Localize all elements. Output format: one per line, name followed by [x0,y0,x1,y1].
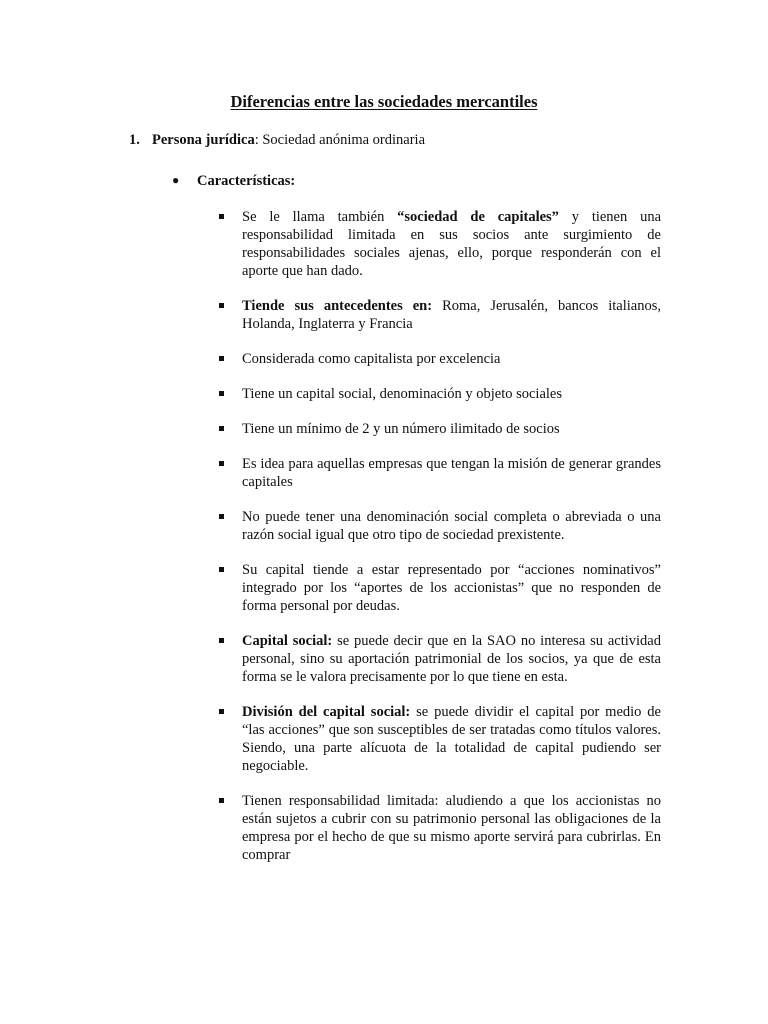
characteristics-list [219,208,661,881]
square-bullet-icon [219,356,224,361]
list-item [219,420,661,438]
subsection-heading [172,173,295,190]
list-item-text: Roma, Jerusalén, bancos italianos, Holanda, Inglaterra y Francia [242,298,662,332]
subsection-label: Características: [197,173,296,189]
square-bullet-icon [219,638,224,643]
list-item [219,385,661,403]
list-item [219,561,661,615]
list-item-bold-text: División del capital social: [242,704,411,720]
square-bullet-icon [219,303,224,308]
list-item-text: Tiene un mínimo de 2 y un número ilimitado de socios [242,421,560,437]
list-item [219,508,661,544]
section-label: Persona jurídica [152,132,255,148]
list-item [219,455,661,491]
list-item [219,703,661,775]
list-item-text: Es idea para aquellas empresas que tengan la misión de generar grandes capitales [242,456,661,490]
square-bullet-icon [219,391,224,396]
square-bullet-icon [219,709,224,714]
list-item [219,632,661,686]
list-item [219,297,661,333]
list-item [219,792,661,864]
list-item-text: se puede dividir el capital por medio de “las acciones” que son susceptibles de ser tratadas como títulos valores. Siendo, una parte alícuota de la totalidad de capital pudiendo ser negociable. [242,704,661,774]
list-item [219,350,661,368]
list-item-bold-text: Capital social: [242,633,333,649]
list-item-text: Considerada como capitalista por excelencia [242,351,501,367]
document-title: Diferencias entre las sociedades mercantiles [230,92,538,111]
list-item-text: No puede tener una denominación social completa o abreviada o una razón social igual que otro tipo de sociedad prexistente. [242,509,661,543]
section-text: : Sociedad anónima ordinaria [254,132,426,148]
list-item-text: Se le llama también [242,209,398,225]
square-bullet-icon [219,214,224,219]
round-bullet-icon: ● [172,173,180,187]
list-item [219,208,661,280]
list-item-text: Tienen responsabilidad limitada: aludiendo a que los accionistas no están sujetos a cubrir con su patrimonio personal las obligaciones de la empresa por el hecho de que su mismo aporte servirá para cubrirlas. En comprar [242,793,661,863]
square-bullet-icon [219,461,224,466]
list-item-text: y tienen una responsabilidad limitada en sus socios ante surgimiento de responsabilidades sociales ajenas, ello, porque responderán con el aporte que han dado. [242,209,661,279]
square-bullet-icon [219,514,224,519]
section-number: 1. [129,132,140,148]
square-bullet-icon [219,426,224,431]
list-item-text: se puede decir que en la SAO no interesa su actividad personal, sino su aportación patrimonial de los socios, ya que de esta forma se le valora precisamente por lo que tiene en esta. [242,633,661,685]
list-item-bold-text: Tiende sus antecedentes en: [242,298,433,314]
square-bullet-icon [219,798,224,803]
section-heading [129,132,425,149]
square-bullet-icon [219,567,224,572]
list-item-bold-text: “sociedad de capitales” [397,209,559,225]
list-item-text: Tiene un capital social, denominación y objeto sociales [242,386,562,402]
list-item-text: Su capital tiende a estar representado por “acciones nominativos” integrado por los “aportes de los accionistas” que no responden de forma personal por deudas. [242,562,661,614]
